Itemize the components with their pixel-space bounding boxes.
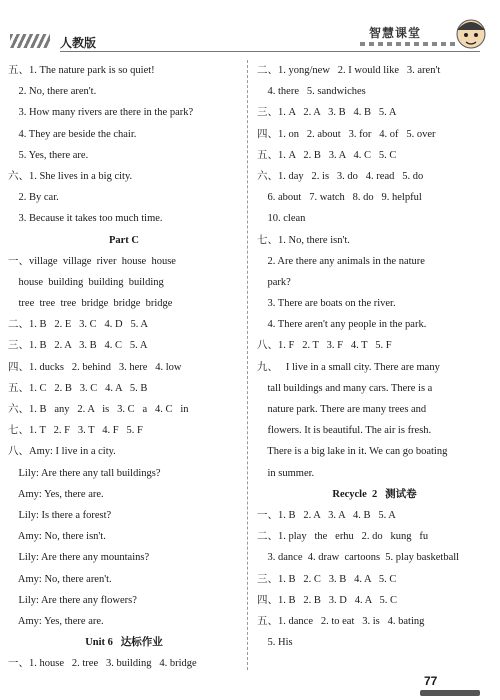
edition-label: 人教版 bbox=[60, 36, 97, 50]
answer-line: 4. There aren't any people in the park. bbox=[257, 319, 427, 331]
decorative-dots bbox=[360, 42, 455, 46]
answer-line: house building building building bbox=[8, 276, 164, 288]
brand-title: 智慧课堂 bbox=[369, 26, 422, 40]
answer-line: 3. dance 4. draw cartoons 5. play basketball bbox=[257, 552, 460, 564]
answer-line: 二、1. B 2. E 3. C 4. D 5. A bbox=[8, 319, 149, 331]
answer-line: 八、Amy: I live in a city. bbox=[8, 446, 116, 458]
answer-line: Amy: Yes, there are. bbox=[8, 615, 104, 627]
answer-line: Lily: Are there any mountains? bbox=[8, 552, 150, 564]
left-column bbox=[8, 60, 240, 674]
answer-line: 一、1. B 2. A 3. A 4. B 5. A bbox=[257, 509, 396, 521]
decorative-stripes bbox=[10, 34, 50, 48]
answer-line: 2. No, there aren't. bbox=[8, 86, 97, 98]
answer-line: 4. They are beside the chair. bbox=[8, 128, 137, 140]
answer-line: 一、1. house 2. tree 3. building 4. bridge bbox=[8, 658, 197, 670]
answer-line: Lily: Is there a forest? bbox=[8, 509, 112, 521]
answer-line: 四、1. ducks 2. behind 3. here 4. low bbox=[8, 361, 182, 373]
answer-line: Amy: No, there isn't. bbox=[8, 531, 106, 543]
answer-line: 4. there 5. sandwiches bbox=[257, 86, 366, 98]
answer-line: 二、1. play the erhu 2. do kung fu bbox=[257, 531, 429, 543]
header-rule bbox=[60, 51, 480, 52]
page-header bbox=[0, 0, 500, 58]
answer-line: 九、 I live in a small city. There are many bbox=[257, 361, 440, 373]
answer-line: 一、village village river house house bbox=[8, 255, 176, 267]
section-heading: Part C bbox=[108, 234, 140, 246]
answer-line: 三、1. A 2. A 3. B 4. B 5. A bbox=[257, 107, 397, 119]
answer-line: 10. clean bbox=[257, 213, 306, 225]
answer-line: 六、1. day 2. is 3. do 4. read 5. do bbox=[257, 170, 424, 182]
answer-line: 5. His bbox=[257, 637, 293, 649]
answer-line: There is a big lake in it. We can go boating bbox=[257, 446, 448, 458]
answer-line: Amy: Yes, there are. bbox=[8, 488, 104, 500]
answer-line: in summer. bbox=[257, 467, 315, 479]
answer-line: 三、1. B 2. C 3. B 4. A 5. C bbox=[257, 573, 397, 585]
answer-line: 五、1. dance 2. to eat 3. is 4. bating bbox=[257, 615, 425, 627]
right-column bbox=[257, 60, 492, 653]
answer-line: Lily: Are there any flowers? bbox=[8, 594, 137, 606]
section-heading: Unit 6 达标作业 bbox=[85, 637, 163, 649]
answer-line: 二、1. yong/new 2. I would like 3. aren't bbox=[257, 65, 441, 76]
answer-line: 五、1. C 2. B 3. C 4. A 5. B bbox=[8, 382, 148, 394]
answer-line: 六、1. She lives in a big city. bbox=[8, 170, 133, 182]
column-divider bbox=[247, 60, 248, 670]
answer-line: park? bbox=[257, 276, 291, 288]
mascot-icon bbox=[452, 12, 490, 52]
answer-line: 5. Yes, there are. bbox=[8, 149, 89, 161]
answer-line: 6. about 7. watch 8. do 9. helpful bbox=[257, 192, 422, 204]
answer-line: Lily: Are there any tall buildings? bbox=[8, 467, 161, 479]
answer-line: 五、1. The nature park is so quiet! bbox=[8, 65, 155, 76]
answer-line: 六、1. B any 2. A is 3. C a 4. C in bbox=[8, 404, 189, 415]
answer-line: flowers. It is beautiful. The air is fresh. bbox=[257, 425, 432, 437]
answer-line: 三、1. B 2. A 3. B 4. C 5. A bbox=[8, 340, 148, 352]
answer-line: 2. By car. bbox=[8, 192, 59, 204]
footer-decoration bbox=[420, 690, 480, 696]
answer-line: tall buildings and many cars. There is a bbox=[257, 382, 433, 394]
answer-line: 2. Are there any animals in the nature bbox=[257, 255, 425, 267]
answer-line: nature park. There are many trees and bbox=[257, 404, 427, 415]
page-number: 77 bbox=[424, 674, 438, 688]
answer-line: 七、1. No, there isn't. bbox=[257, 234, 350, 246]
answer-line: tree tree tree bridge bridge bridge bbox=[8, 298, 173, 310]
answer-line: 3. Because it takes too much time. bbox=[8, 213, 163, 225]
answer-line: Amy: No, there aren't. bbox=[8, 573, 112, 585]
answer-line: 四、1. B 2. B 3. D 4. A 5. C bbox=[257, 594, 398, 606]
answer-line: 八、1. F 2. T 3. F 4. T 5. F bbox=[257, 340, 392, 352]
answer-line: 3. How many rivers are there in the park? bbox=[8, 107, 194, 119]
answer-line: 3. There are boats on the river. bbox=[257, 298, 396, 310]
answer-line: 七、1. T 2. F 3. T 4. F 5. F bbox=[8, 425, 143, 437]
section-heading: Recycle 2 测试卷 bbox=[332, 488, 417, 500]
answer-line: 五、1. A 2. B 3. A 4. C 5. C bbox=[257, 149, 397, 161]
answer-line: 四、1. on 2. about 3. for 4. of 5. over bbox=[257, 128, 436, 140]
